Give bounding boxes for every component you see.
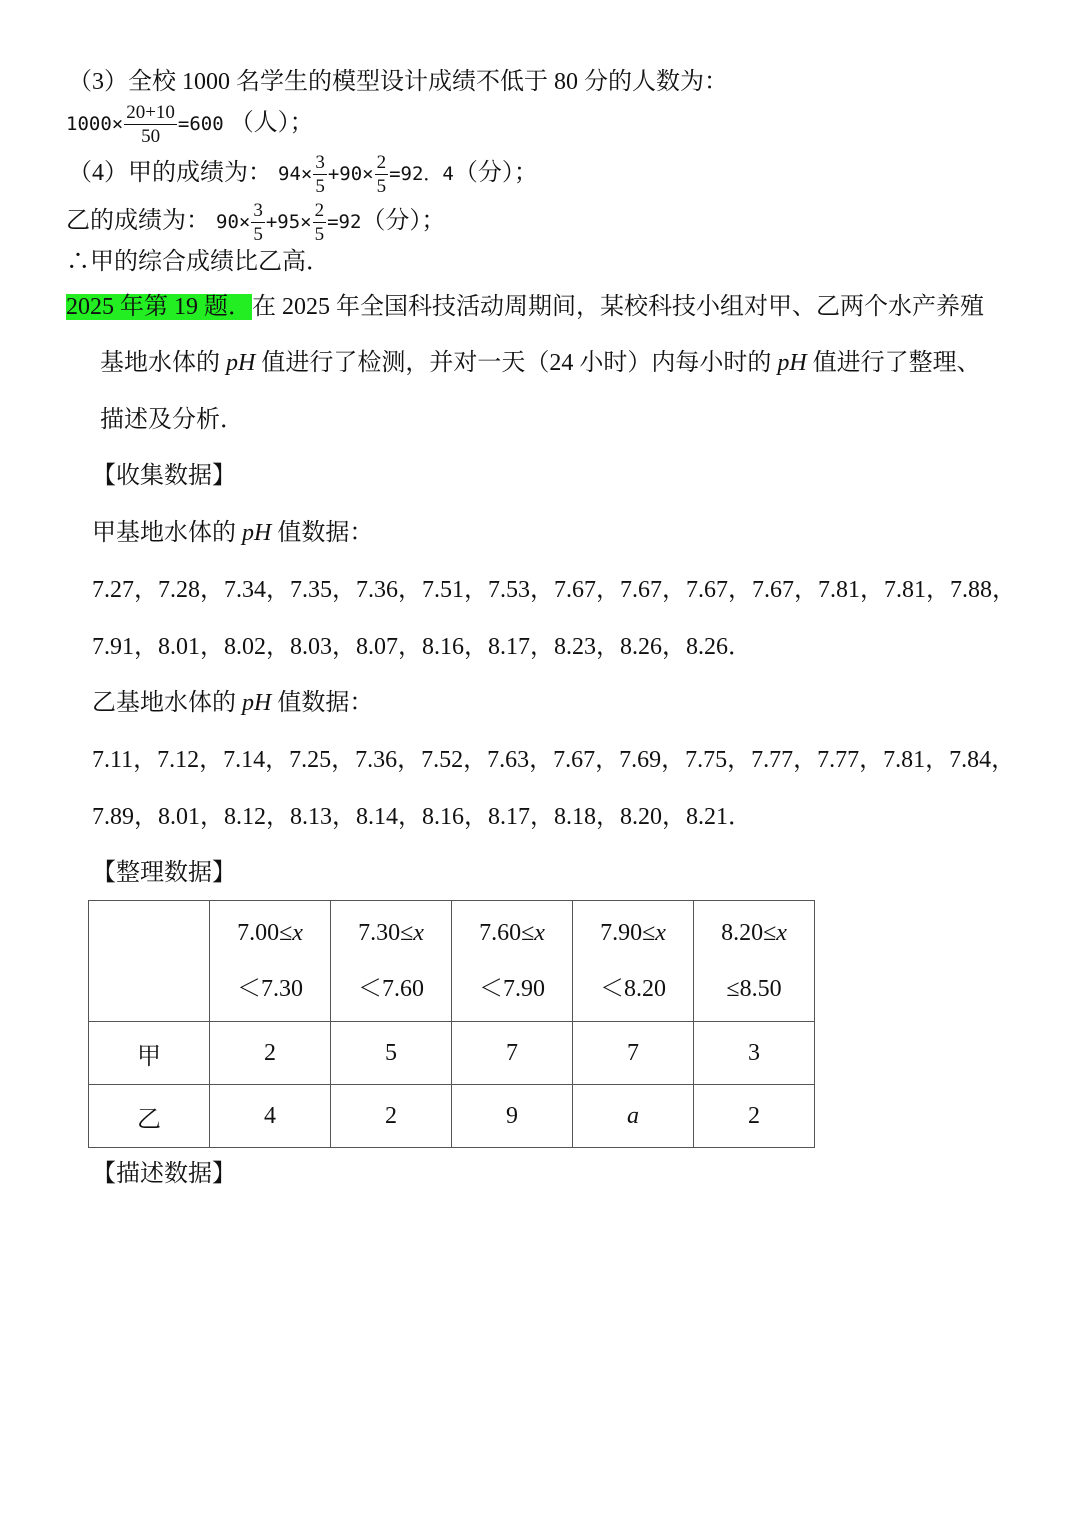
- site-b-label: 乙基地水体的 pH 值数据：: [92, 690, 374, 716]
- table-header-cell: 7.00≤x ＜7.30: [210, 901, 331, 1022]
- table-header-cell: 7.30≤x ＜7.60: [331, 901, 452, 1022]
- site-b-data-1: 7.11，7.12，7.14，7.25，7.36，7.52，7.63，7.67，7.69，7.75，7.77，7.77，7.81，7.84，: [92, 747, 1016, 773]
- problem-intro-2: 基地水体的 pH 值进行了检测，并对一天（24 小时）内每小时的 pH 值进行了整理、: [100, 350, 981, 376]
- line-5-label: 乙的成绩为：: [66, 208, 210, 234]
- row-label: 乙: [89, 1085, 210, 1148]
- fraction: $\frac{3}{5}$: [253, 199, 263, 245]
- ph-symbol: pH: [242, 520, 272, 546]
- describe-heading: 【描述数据】: [92, 1161, 236, 1187]
- calc-unit: （人）；: [229, 110, 314, 136]
- table-cell: 7: [452, 1022, 573, 1085]
- fraction: $\frac{2}{5}$: [376, 151, 387, 197]
- table-cell: 5: [331, 1022, 452, 1085]
- site-a-data-1: 7.27，7.28，7.34，7.35，7.36，7.51，7.53，7.67，7.67，7.67，7.67，7.81，7.81，7.88，: [92, 577, 1016, 603]
- collect-heading: 【收集数据】: [92, 463, 236, 489]
- table-cell: 2: [210, 1022, 331, 1085]
- table-corner: [89, 901, 210, 1022]
- table-header-row: [89, 901, 815, 1022]
- solution-line-4: （4）甲的成绩为： 94× $\frac{3}{5}$ +90× $\frac{2}{5}$ =92．4（分）；: [68, 151, 538, 197]
- table-header-cell: 7.60≤x ＜7.90: [452, 901, 573, 1022]
- fraction: $\frac{3}{5}$: [315, 151, 325, 197]
- frequency-table: [88, 900, 815, 1148]
- line-4-label: （4）甲的成绩为：: [68, 160, 272, 186]
- solution-line-3: [68, 66, 728, 98]
- solution-line-5: 乙的成绩为： 90× $\frac{3}{5}$ +95× $\frac{2}{5}$ =92（分）；: [66, 199, 446, 245]
- table-cell: 3: [694, 1022, 815, 1085]
- ph-symbol: pH: [242, 690, 272, 716]
- calc-lead: 1000×: [66, 113, 124, 136]
- table-row: [89, 1022, 815, 1085]
- calc-result: =600: [177, 113, 224, 136]
- solution-line-3-text: （3）全校 1000 名学生的模型设计成绩不低于 80 分的人数为：: [68, 69, 728, 95]
- table-cell: 2: [331, 1085, 452, 1148]
- table-cell: 9: [452, 1085, 573, 1148]
- calc-unit: （分）；: [361, 208, 446, 234]
- ph-symbol: pH: [226, 350, 256, 376]
- table-cell: 2: [694, 1085, 815, 1148]
- problem-intro-1: [66, 290, 984, 324]
- fraction: $\frac{20+10}{50}$: [126, 101, 175, 147]
- table-cell: a: [573, 1085, 694, 1148]
- table-cell: 4: [210, 1085, 331, 1148]
- conclusion: ∴甲的综合成绩比乙高．: [66, 249, 330, 275]
- table-header-cell: 7.90≤x ＜8.20: [573, 901, 694, 1022]
- site-b-data-2: 7.89，8.01，8.12，8.13，8.14，8.16，8.17，8.18，8.20，8.21．: [92, 804, 752, 830]
- organize-heading: 【整理数据】: [92, 860, 236, 886]
- table-header-cell: 8.20≤x ≤8.50: [694, 901, 815, 1022]
- solution-line-3-calc: [66, 100, 314, 146]
- fraction: $\frac{2}{5}$: [314, 199, 325, 245]
- calc-unit: （分）；: [453, 160, 538, 186]
- site-a-label: 甲基地水体的 pH 值数据：: [92, 520, 374, 546]
- intro-text-1: 在 2025 年全国科技活动周期间，某校科技小组对甲、乙两个水产养殖: [252, 294, 984, 320]
- problem-tag: 2025 年第 19 题．: [66, 294, 252, 320]
- site-a-data-2: 7.91，8.01，8.02，8.03，8.07，8.16，8.17，8.23，8.26，8.26．: [92, 634, 752, 660]
- table-row: [89, 1085, 815, 1148]
- ph-symbol: pH: [777, 350, 807, 376]
- problem-intro-3: 描述及分析．: [100, 407, 244, 433]
- row-label: 甲: [89, 1022, 210, 1085]
- table-cell: 7: [573, 1022, 694, 1085]
